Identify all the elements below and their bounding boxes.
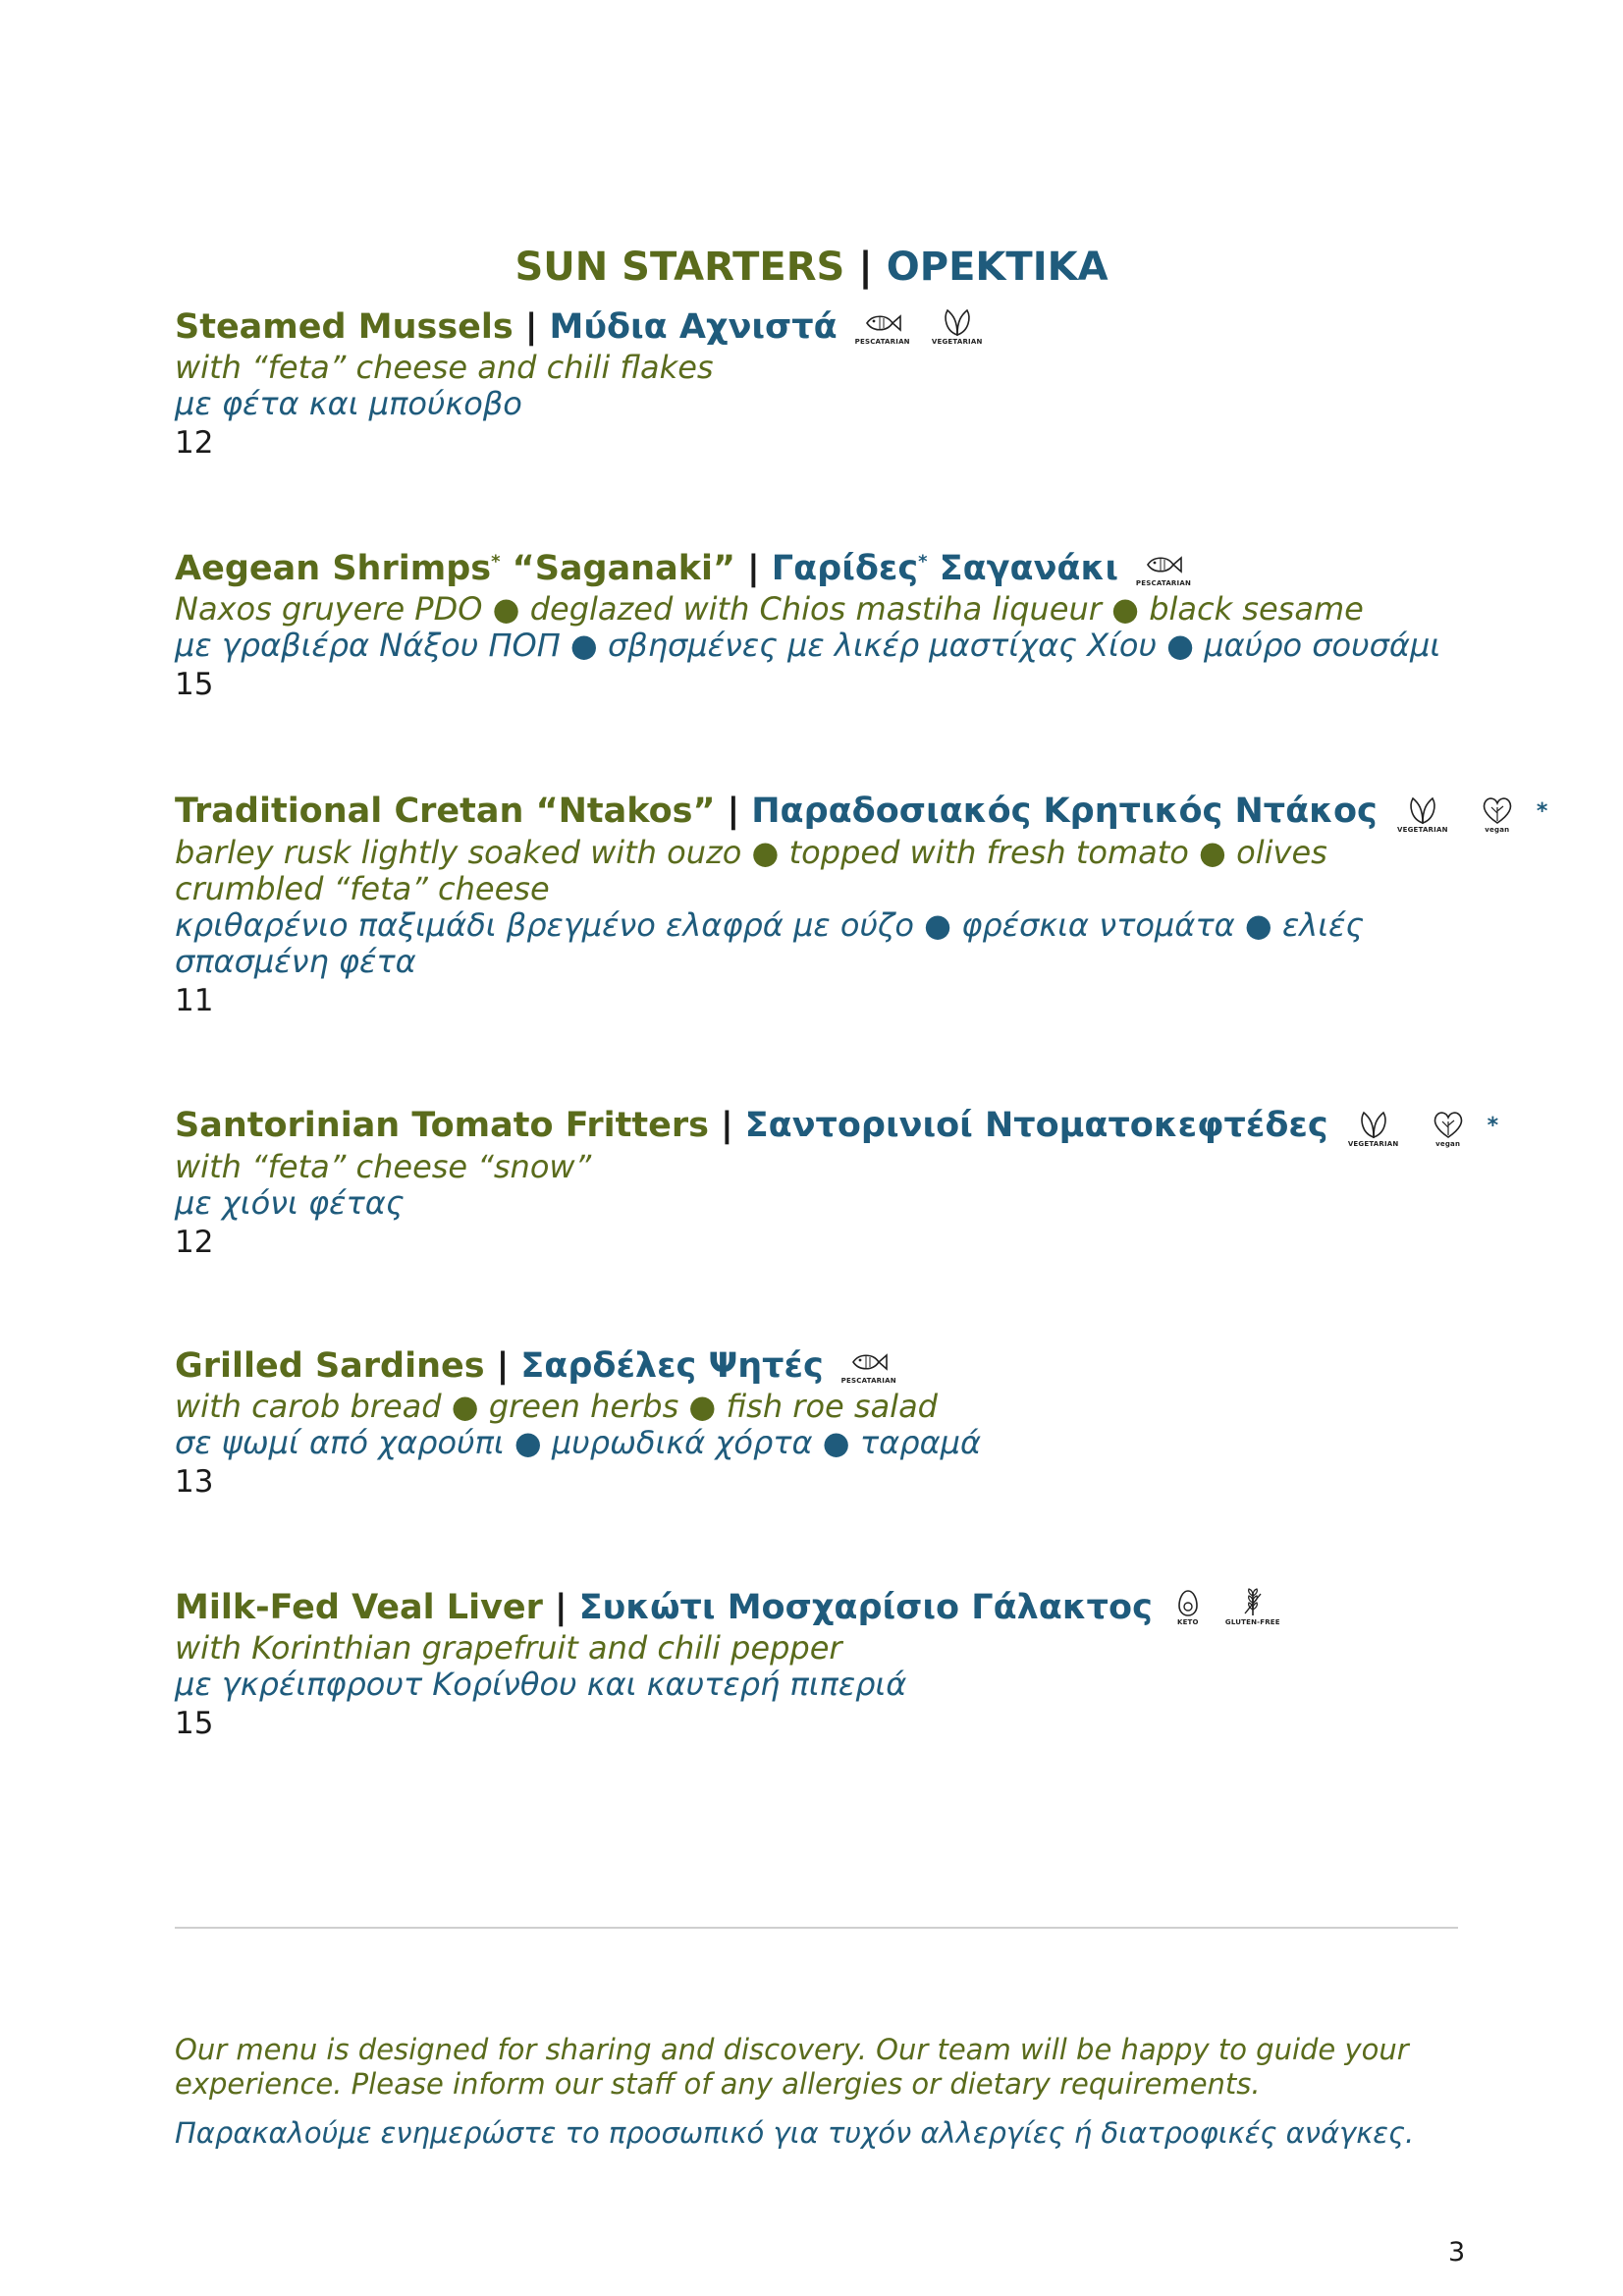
vegetarian-icon: VEGETARIAN (926, 307, 989, 347)
pescatarian-icon: PESCATARIAN (838, 1346, 900, 1386)
vegan-icon: vegan (1466, 795, 1529, 835)
menu-item-steamed-mussels (175, 304, 1530, 463)
vegan-asterisk: * (1536, 799, 1548, 824)
gluten-free-icon: GLUTEN-FREE (1221, 1588, 1284, 1627)
vegetarian-icon: VEGETARIAN (1342, 1110, 1405, 1149)
item-name-gr: Σαρδέλες Ψητές (520, 1346, 824, 1386)
diet-icons (1342, 1102, 1499, 1149)
pescatarian-icon: PESCATARIAN (851, 307, 914, 347)
section-title (0, 240, 1623, 295)
asterisk-mark: * (918, 551, 928, 573)
item-price: 12 (175, 425, 214, 461)
item-description-gr: σε ψωμί από χαρούπι ● μυρωδικά χόρτα ● ταραμά (175, 1424, 982, 1461)
item-description-gr: με φέτα και μπούκοβο (175, 385, 522, 422)
item-description-en: Naxos gruyere PDO ● deglazed with Chios mastiha liqueur ● black sesame (175, 590, 1364, 628)
item-description-gr: με γραβιέρα Νάξου ΠΟΠ ● σβησμένες με λικέρ μαστίχας Χίου ● μαύρο σουσάμι (175, 627, 1441, 664)
item-name-en: Santorinian Tomato Fritters (175, 1106, 709, 1145)
diet-icons (851, 307, 1001, 347)
item-name-en: Milk-Fed Veal Liver (175, 1588, 543, 1627)
item-name (175, 1343, 1530, 1389)
page-number: 3 (1448, 2237, 1466, 2268)
item-name (175, 1585, 1530, 1630)
keto-icon: KETO (1166, 1588, 1210, 1627)
item-description-en: with “feta” cheese and chili flakes (175, 349, 714, 386)
item-name (175, 546, 1530, 591)
name-separator: | (720, 1106, 733, 1145)
item-price: 15 (175, 667, 214, 702)
footer-divider (175, 1927, 1458, 1929)
item-name-en: Aegean Shrimps* “Saganaki” (175, 549, 735, 588)
item-name (175, 304, 1530, 350)
item-name-gr: Μύδια Αχνιστά (549, 307, 838, 347)
menu-item-cretan-ntakos (175, 788, 1548, 1020)
menu-item-grilled-sardines (175, 1343, 1530, 1502)
item-description-gr: με χιόνι φέτας (175, 1184, 405, 1222)
item-name-en: Steamed Mussels (175, 307, 514, 347)
item-description-en: with Korinthian grapefruit and chili pepper (175, 1629, 842, 1667)
section-title-en: SUN STARTERS (514, 245, 845, 290)
diet-icons (1166, 1588, 1296, 1627)
item-description-gr: κριθαρένιο παξιμάδι βρεγμένο ελαφρά με ούζο ● φρέσκια ντομάτα ● ελιές σπασμένη φέτα (175, 906, 1365, 980)
item-price: 15 (175, 1706, 214, 1741)
menu-item-tomato-fritters (175, 1102, 1530, 1262)
pescatarian-icon: PESCATARIAN (1132, 549, 1195, 588)
item-description-en: with carob bread ● green herbs ● fish roe salad (175, 1388, 938, 1425)
title-separator: | (858, 245, 873, 290)
item-name-gr: Παραδοσιακός Κρητικός Ντάκος (751, 792, 1378, 831)
footer-note-gr: Παρακαλούμε ενημερώστε το προσωπικό για τυχόν αλλεργίες ή διατροφικές ανάγκες. (175, 2116, 1415, 2150)
footer-note-en: Our menu is designed for sharing and discovery. Our team will be happy to guide your experience. Please inform our staff of any allergies or dietary requirements. (175, 2033, 1409, 2101)
name-separator: | (747, 549, 760, 588)
vegetarian-icon: VEGETARIAN (1391, 795, 1454, 835)
item-description-en: with “feta” cheese “snow” (175, 1148, 592, 1185)
item-name (175, 1102, 1530, 1149)
item-name-en: Traditional Cretan “Ntakos” (175, 792, 716, 831)
name-separator: | (524, 307, 538, 347)
diet-icons (1132, 549, 1207, 588)
item-name (175, 788, 1548, 835)
item-price: 11 (175, 983, 214, 1018)
item-name-gr: Σαντορινιοί Ντοματοκεφτέδες (744, 1106, 1328, 1145)
item-description-gr: με γκρέιπφρουτ Κορίνθου και καυτερή πιπεριά (175, 1666, 907, 1703)
vegan-asterisk: * (1487, 1114, 1499, 1138)
diet-icons (1391, 788, 1548, 835)
menu-item-aegean-shrimps (175, 546, 1530, 704)
item-name-gr: Συκώτι Μοσχαρίσιο Γάλακτος (578, 1588, 1153, 1627)
vegan-icon: vegan (1417, 1110, 1480, 1149)
section-title-gr: ΟΡΕΚΤΙΚΑ (886, 245, 1109, 290)
item-name-gr: Γαρίδες* Σαγανάκι (771, 549, 1118, 588)
name-separator: | (496, 1346, 510, 1386)
menu-item-veal-liver (175, 1585, 1530, 1743)
item-price: 12 (175, 1225, 214, 1260)
item-name-en: Grilled Sardines (175, 1346, 485, 1386)
name-separator: | (727, 792, 740, 831)
diet-icons (838, 1346, 912, 1386)
asterisk-mark: * (491, 551, 501, 573)
name-separator: | (554, 1588, 568, 1627)
item-description-en: barley rusk lightly soaked with ouzo ● topped with fresh tomato ● olives crumbled “feta” cheese (175, 834, 1327, 907)
item-price: 13 (175, 1464, 214, 1500)
